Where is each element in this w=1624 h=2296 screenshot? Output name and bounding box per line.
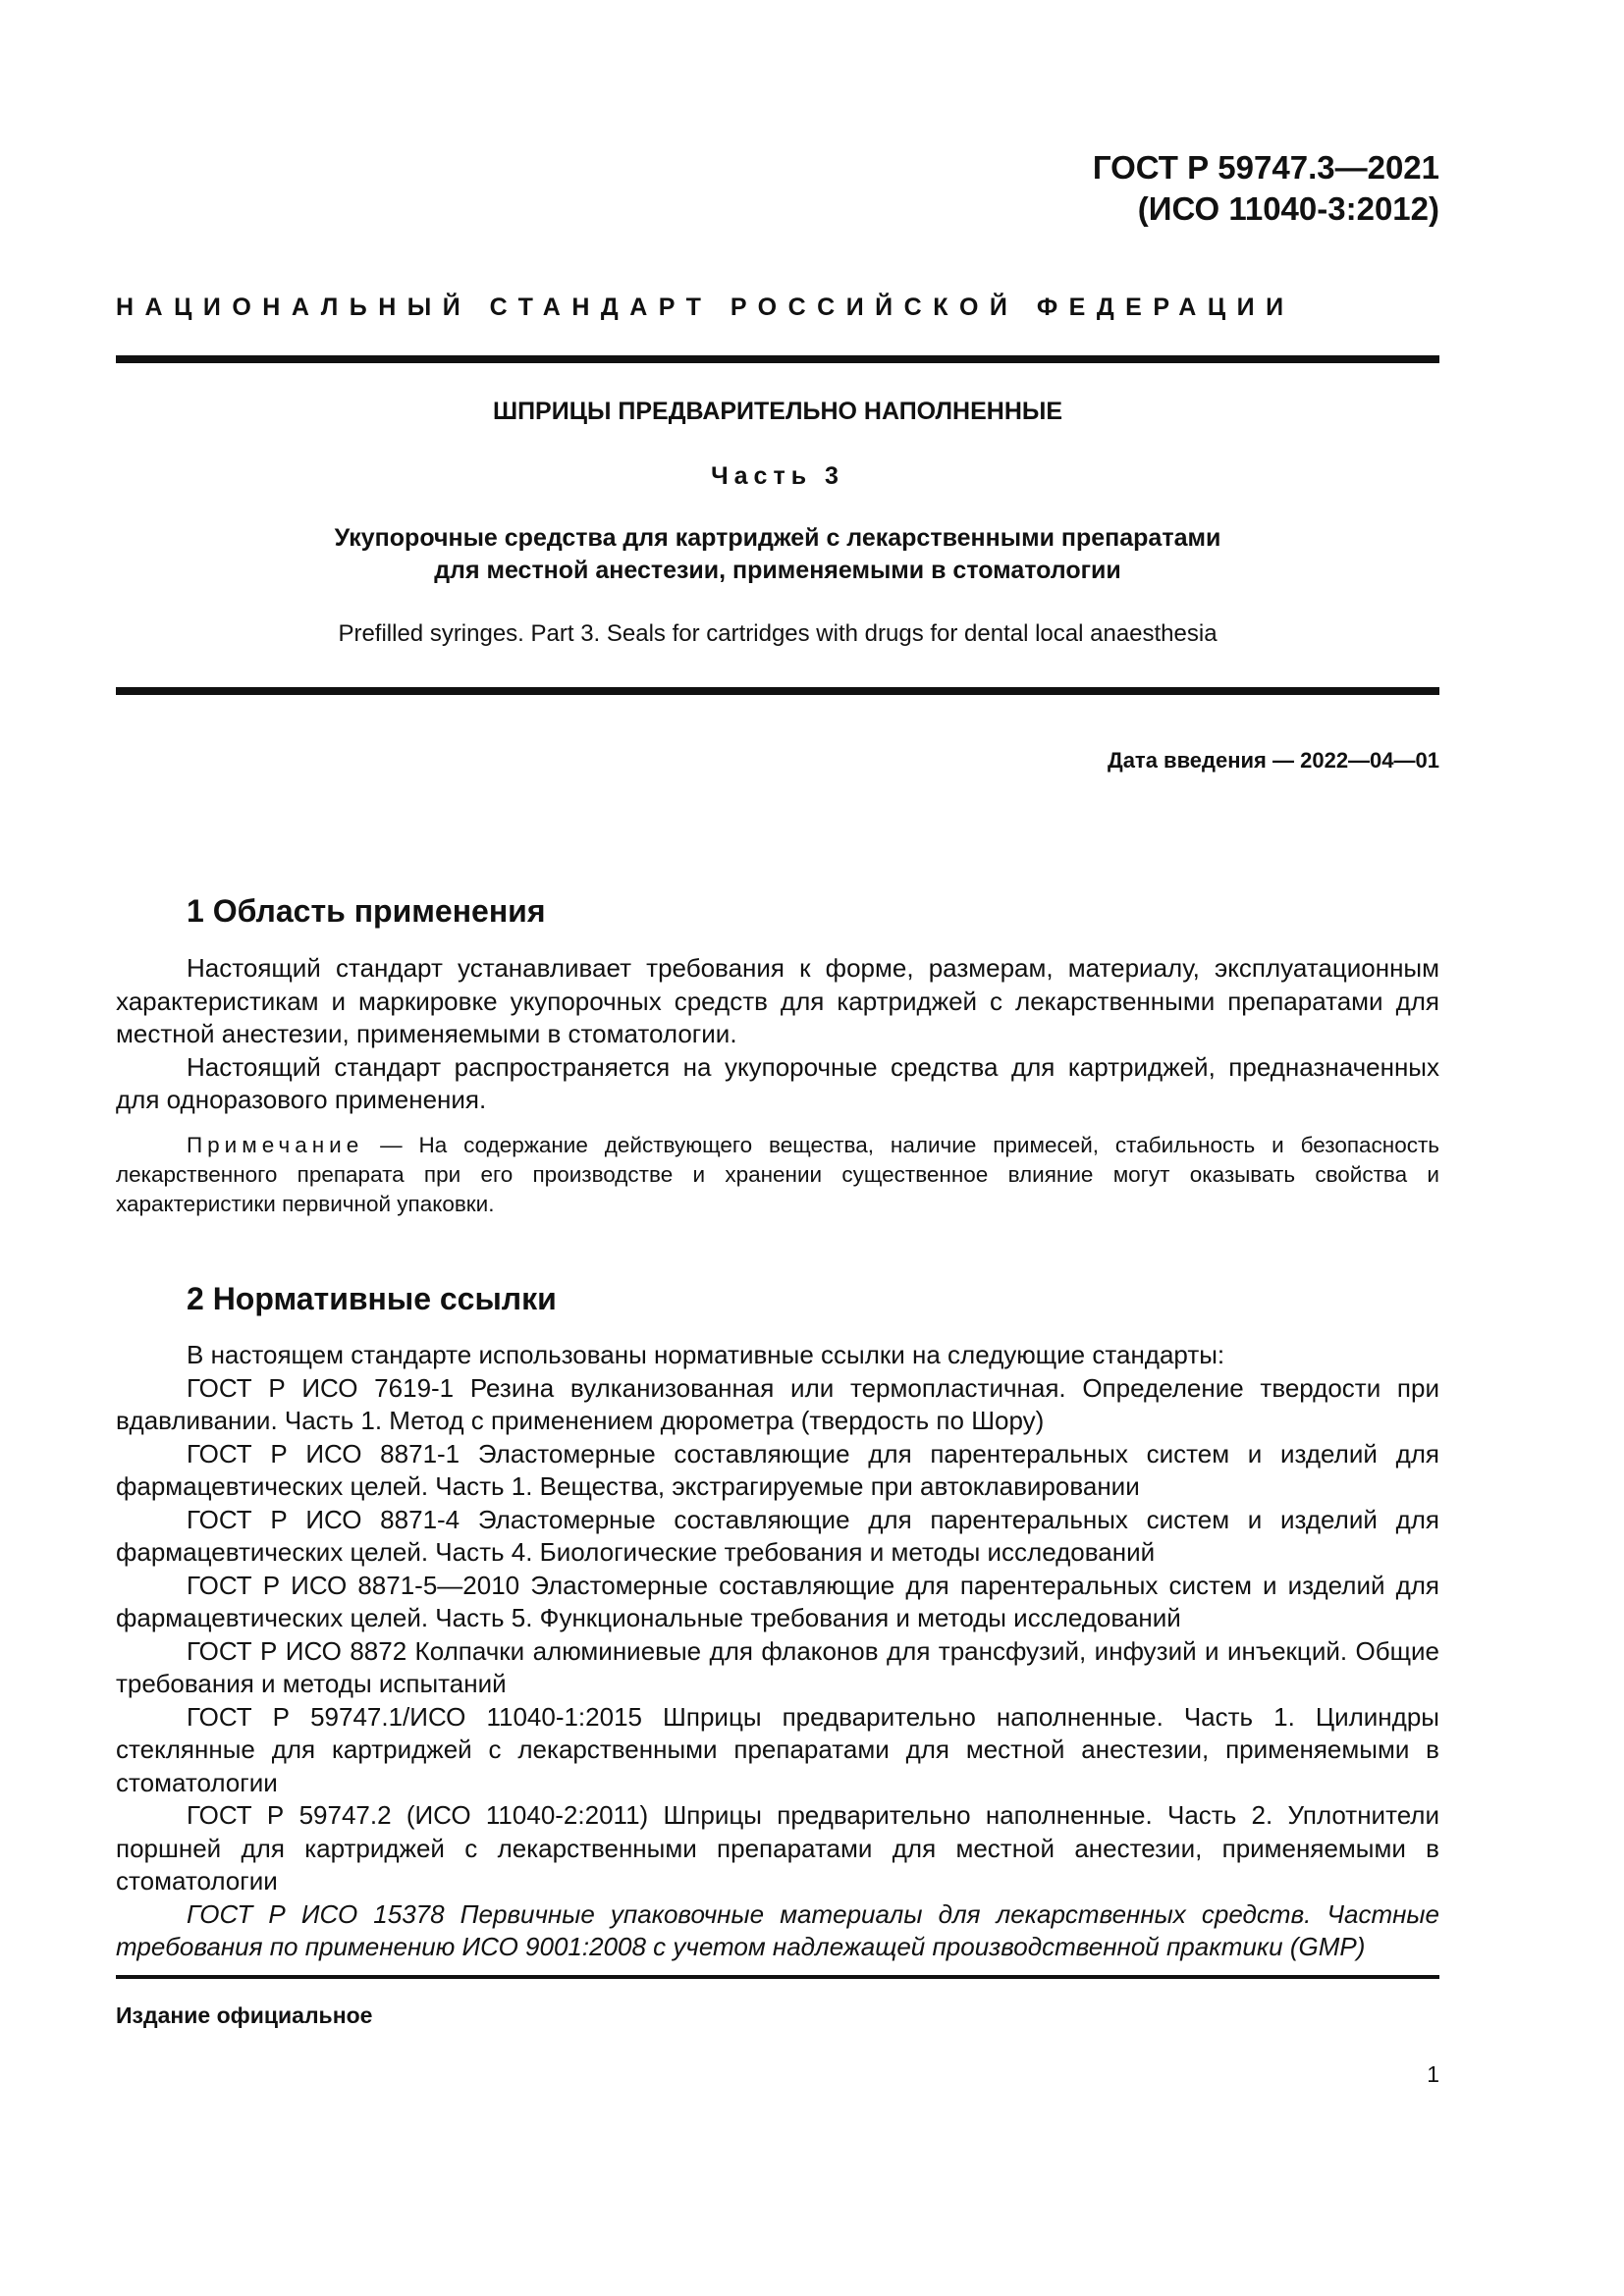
iso-number: (ИСО 11040-3:2012)	[1137, 190, 1439, 227]
part-title: Часть 3	[711, 462, 844, 490]
national-standard-title: НАЦИОНАЛЬНЫЙ СТАНДАРТ РОССИЙСКОЙ ФЕДЕРАЦИИ	[116, 294, 1295, 321]
header-divider	[116, 355, 1439, 363]
introduction-date: Дата введения — 2022—04—01	[1108, 748, 1439, 773]
reference-paragraph: ГОСТ Р 59747.2 (ИСО 11040-2:2011) Шприцы предварительно наполненные. Часть 2. Уплотнители поршней для картриджей с лекарственными препаратами для местной анестезии, применяемыми в стоматологии	[116, 1800, 1439, 1896]
reference-paragraph: ГОСТ Р ИСО 7619-1 Резина вулканизованная или термопластичная. Определение твердости при вдавливании. Часть 1. Метод с применением дюрометра (твердость по Шору)	[116, 1372, 1439, 1435]
note-paragraph	[116, 1131, 1439, 1219]
official-edition-label: Издание официальное	[116, 2002, 373, 2028]
section-1-note	[116, 1131, 1439, 1219]
section-1-body	[116, 952, 1439, 1117]
standard-number: ГОСТ Р 59747.3—2021	[1092, 149, 1439, 186]
subtitle-line-2: для местной анестезии, применяемыми в стоматологии	[434, 557, 1121, 584]
subtitle-line-1: Укупорочные средства для картриджей с лекарственными препаратами	[334, 524, 1221, 552]
document-title: ШПРИЦЫ ПРЕДВАРИТЕЛЬНО НАПОЛНЕННЫЕ	[492, 398, 1063, 425]
document-subtitle	[116, 522, 1439, 587]
section-1-paragraph: Настоящий стандарт распространяется на укупорочные средства для картриджей, предназначенных для одноразового применения.	[116, 1051, 1439, 1114]
standard-designation	[1093, 147, 1439, 230]
reference-paragraph: ГОСТ Р ИСО 8871-4 Эластомерные составляющие для парентеральных систем и изделий для фармацевтических целей. Часть 4. Биологические требования и методы исследований	[116, 1504, 1439, 1567]
title-divider	[116, 687, 1439, 695]
page-number: 1	[1427, 2061, 1439, 2087]
reference-paragraph: ГОСТ Р ИСО 8872 Колпачки алюминиевые для флаконов для трансфузий, инфузий и инъекций. Общие требования и методы испытаний	[116, 1635, 1439, 1698]
reference-paragraph-italic: ГОСТ Р ИСО 15378 Первичные упаковочные материалы для лекарственных средств. Частные требования по применению ИСО 9001:2008 с учетом надлежащей производственной практики (GMP)	[116, 1898, 1439, 1961]
english-title: Prefilled syringes. Part 3. Seals for cartridges with drugs for dental local anaesthesia	[338, 620, 1218, 647]
reference-paragraph: ГОСТ Р 59747.1/ИСО 11040-1:2015 Шприцы предварительно наполненные. Часть 1. Цилиндры стеклянные для картриджей с лекарственными препаратами для местной анестезии, применяемыми в стоматологии	[116, 1701, 1439, 1797]
section-1-heading: 1 Область применения	[187, 893, 546, 929]
reference-paragraph: ГОСТ Р ИСО 8871-5—2010 Эластомерные составляющие для парентеральных систем и изделий для фармацевтических целей. Часть 5. Функциональные требования и методы исследований	[116, 1570, 1439, 1632]
section-2-heading: 2 Нормативные ссылки	[187, 1281, 557, 1316]
section-1-paragraph: Настоящий стандарт устанавливает требования к форме, размерам, материалу, эксплуатационным характеристикам и маркировке укупорочных средств для картриджей с лекарственными препаратами для местной анестезии, применяемыми в стоматологии.	[116, 953, 1439, 1048]
note-text: — На содержание действующего вещества, наличие примесей, стабильность и безопасность лекарственного препарата при его производстве и хранении существенное влияние могут оказывать свойства и характеристики первичной упаковки.	[116, 1133, 1439, 1216]
note-label: Примечание	[187, 1133, 364, 1157]
reference-paragraph: В настоящем стандарте использованы нормативные ссылки на следующие стандарты:	[187, 1340, 1225, 1369]
reference-paragraph: ГОСТ Р ИСО 8871-1 Эластомерные составляющие для парентеральных систем и изделий для фармацевтических целей. Часть 1. Вещества, экстрагируемые при автоклавировании	[116, 1438, 1439, 1501]
footer-divider	[116, 1975, 1439, 1979]
section-2-body	[116, 1339, 1439, 1964]
